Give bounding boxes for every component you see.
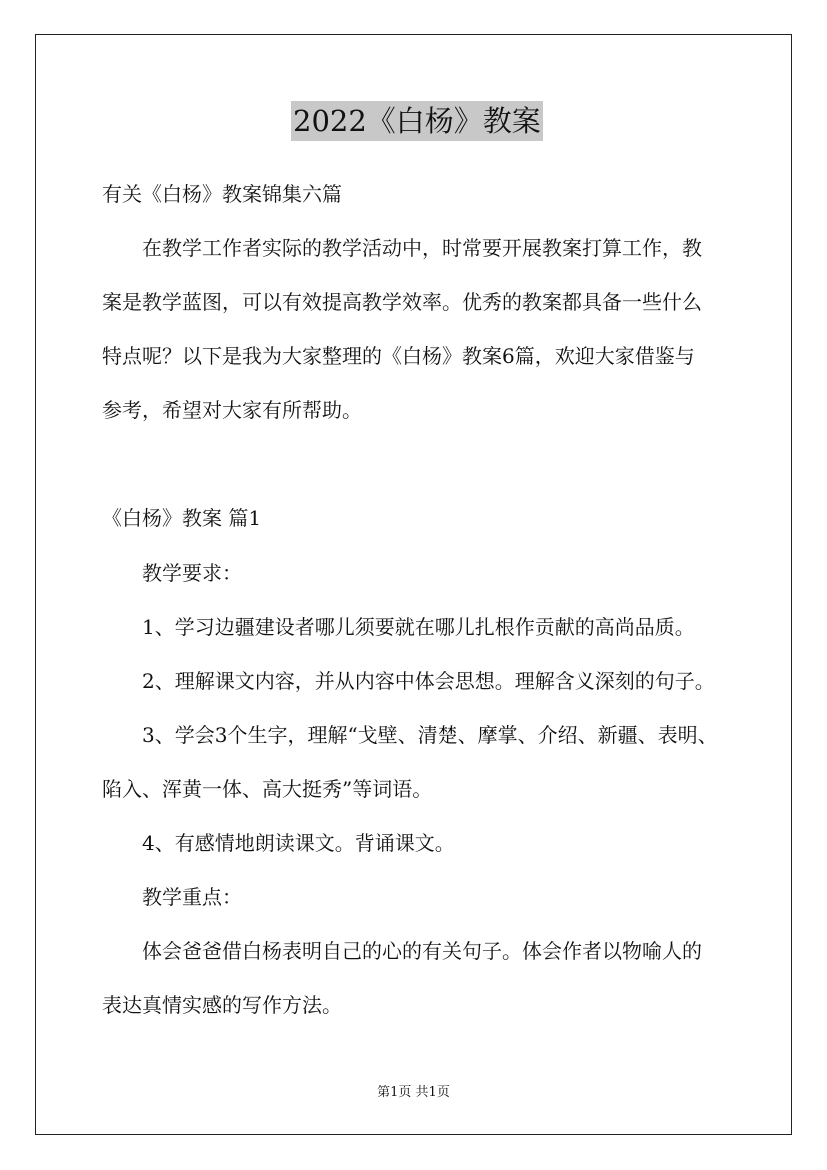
focus-text-continuation: 表达真情实感的写作方法。 [102, 993, 342, 1017]
intro-line: 在教学工作者实际的教学活动中，时常要开展教案打算工作，教 [142, 236, 702, 260]
document-subtitle: 有关《白杨》教案锦集六篇 [102, 182, 342, 206]
intro-line: 案是教学蓝图，可以有效提高教学效率。优秀的教案都具备一些什么 [102, 290, 702, 314]
intro-line: 特点呢？以下是我为大家整理的《白杨》教案6篇，欢迎大家借鉴与 [102, 344, 695, 368]
intro-line: 参考，希望对大家有所帮助。 [102, 398, 362, 422]
requirement-item-continuation: 陷入、浑黄一体、高大挺秀”等词语。 [102, 777, 433, 801]
focus-text: 体会爸爸借白杨表明自己的心的有关句子。体会作者以物喻人的 [142, 939, 702, 963]
document-title: 2022《白杨》教案 [291, 101, 543, 141]
requirements-label: 教学要求： [142, 561, 242, 585]
focus-label: 教学重点： [142, 885, 242, 909]
requirement-item: 3、学会3个生字，理解“戈壁、清楚、摩掌、介绍、新疆、表明、 [142, 723, 718, 747]
section-heading: 《白杨》教案 篇1 [102, 506, 262, 530]
requirement-item: 1、学习边疆建设者哪儿须要就在哪儿扎根作贡献的高尚品质。 [142, 615, 695, 639]
requirement-item: 4、有感情地朗读课文。背诵课文。 [142, 831, 455, 855]
requirement-item: 2、理解课文内容，并从内容中体会思想。理解含义深刻的句子。 [142, 669, 715, 693]
page-footer: 第1页 共1页 [377, 1085, 450, 1100]
